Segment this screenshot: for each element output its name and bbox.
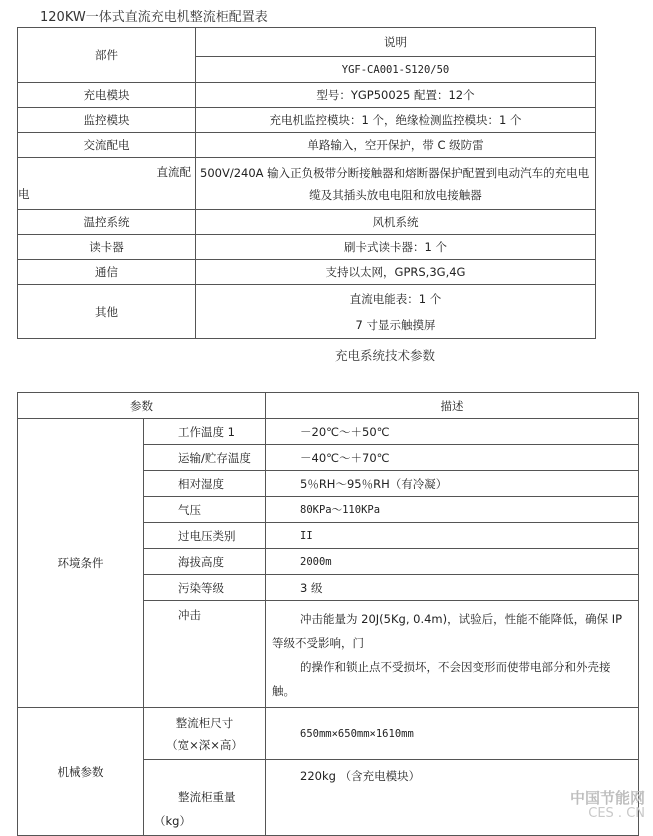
config-table bbox=[17, 27, 596, 339]
group-environment: 环境条件 bbox=[18, 419, 144, 708]
part-desc-line1: 直流电能表：1 个 bbox=[349, 291, 442, 306]
header-param: 参数 bbox=[18, 393, 266, 419]
impact-line1: 冲击能量为 20J(5Kg, 0.4m)，试验后，性能不能降低，确保 IP bbox=[300, 612, 623, 626]
tech-params-title: 充电系统技术参数 bbox=[335, 348, 436, 363]
size-name-line2: （宽×深×高） bbox=[166, 737, 243, 752]
part-desc-line2: 7 寸显示触摸屏 bbox=[355, 317, 436, 332]
header-desc: 说明 bbox=[196, 28, 596, 57]
param-name: 过电压类别 bbox=[144, 523, 266, 549]
watermark-line1: 中国节能网 bbox=[569, 789, 645, 807]
param-value: －20℃～＋50℃ bbox=[266, 419, 639, 445]
param-value: II bbox=[266, 523, 639, 549]
param-name: 运输/贮存温度 bbox=[144, 445, 266, 471]
size-name-line1: 整流柜尺寸 bbox=[175, 715, 234, 730]
watermark-line2: CES . CN bbox=[588, 806, 645, 821]
part-name: 温控系统 bbox=[18, 210, 196, 235]
param-value: 2000m bbox=[266, 549, 639, 575]
model-number: YGF-CA001-S120/50 bbox=[196, 57, 596, 83]
param-value: 80KPa～110KPa bbox=[266, 497, 639, 523]
part-desc-line2: 缆及其插头放电电阻和放电接触器 bbox=[309, 187, 482, 202]
part-name: 读卡器 bbox=[18, 235, 196, 260]
param-name bbox=[144, 708, 266, 760]
watermark bbox=[570, 790, 645, 822]
param-value: 650mm×650mm×1610mm bbox=[266, 708, 639, 760]
param-name: 工作温度 1 bbox=[144, 419, 266, 445]
param-name: 气压 bbox=[144, 497, 266, 523]
part-name: 充电模块 bbox=[18, 83, 196, 108]
header-desc: 描述 bbox=[266, 393, 639, 419]
impact-line3: 的操作和锁止点不受损坏，不会因变形而使带电部分和外壳接 bbox=[300, 660, 611, 674]
part-desc bbox=[196, 158, 596, 210]
part-name bbox=[18, 158, 196, 210]
param-value bbox=[266, 601, 639, 708]
part-name: 监控模块 bbox=[18, 108, 196, 133]
part-desc: 刷卡式读卡器：1 个 bbox=[196, 235, 596, 260]
impact-line2: 等级不受影响，门 bbox=[272, 636, 364, 650]
part-name: 通信 bbox=[18, 260, 196, 285]
part-desc-line1: 500V/240A 输入正负极带分断接触器和熔断器保护配置到电动汽车的充电电 bbox=[200, 165, 590, 180]
part-desc: 支持以太网，GPRS,3G,4G bbox=[196, 260, 596, 285]
header-part: 部件 bbox=[18, 28, 196, 83]
impact-line4: 触。 bbox=[272, 684, 295, 698]
part-desc: 型号：YGP50025 配置：12个 bbox=[196, 83, 596, 108]
part-name-line2: 电 bbox=[18, 187, 30, 201]
part-name: 其他 bbox=[18, 285, 196, 339]
tech-params-table bbox=[17, 392, 639, 836]
param-name: 海拔高度 bbox=[144, 549, 266, 575]
param-name bbox=[144, 760, 266, 836]
param-name: 污染等级 bbox=[144, 575, 266, 601]
param-value: 3 级 bbox=[266, 575, 639, 601]
part-desc: 充电机监控模块：1 个，绝缘检测监控模块：1 个 bbox=[196, 108, 596, 133]
part-desc: 风机系统 bbox=[196, 210, 596, 235]
weight-name-line2: （kg） bbox=[154, 814, 191, 828]
part-desc bbox=[196, 285, 596, 339]
param-name: 冲击 bbox=[144, 601, 266, 708]
group-mechanical: 机械参数 bbox=[18, 708, 144, 836]
part-name-line1: 直流配 bbox=[156, 165, 191, 179]
part-name: 交流配电 bbox=[18, 133, 196, 158]
param-value: 5％RH～95％RH（有冷凝） bbox=[266, 471, 639, 497]
config-table-title: 120KW一体式直流充电机整流柜配置表 bbox=[40, 10, 268, 25]
weight-name-line1: 整流柜重量 bbox=[178, 790, 236, 804]
param-value: －40℃～＋70℃ bbox=[266, 445, 639, 471]
param-name: 相对湿度 bbox=[144, 471, 266, 497]
part-desc: 单路输入，空开保护，带 C 级防雷 bbox=[196, 133, 596, 158]
param-value: 220kg （含充电模块） bbox=[266, 760, 639, 836]
